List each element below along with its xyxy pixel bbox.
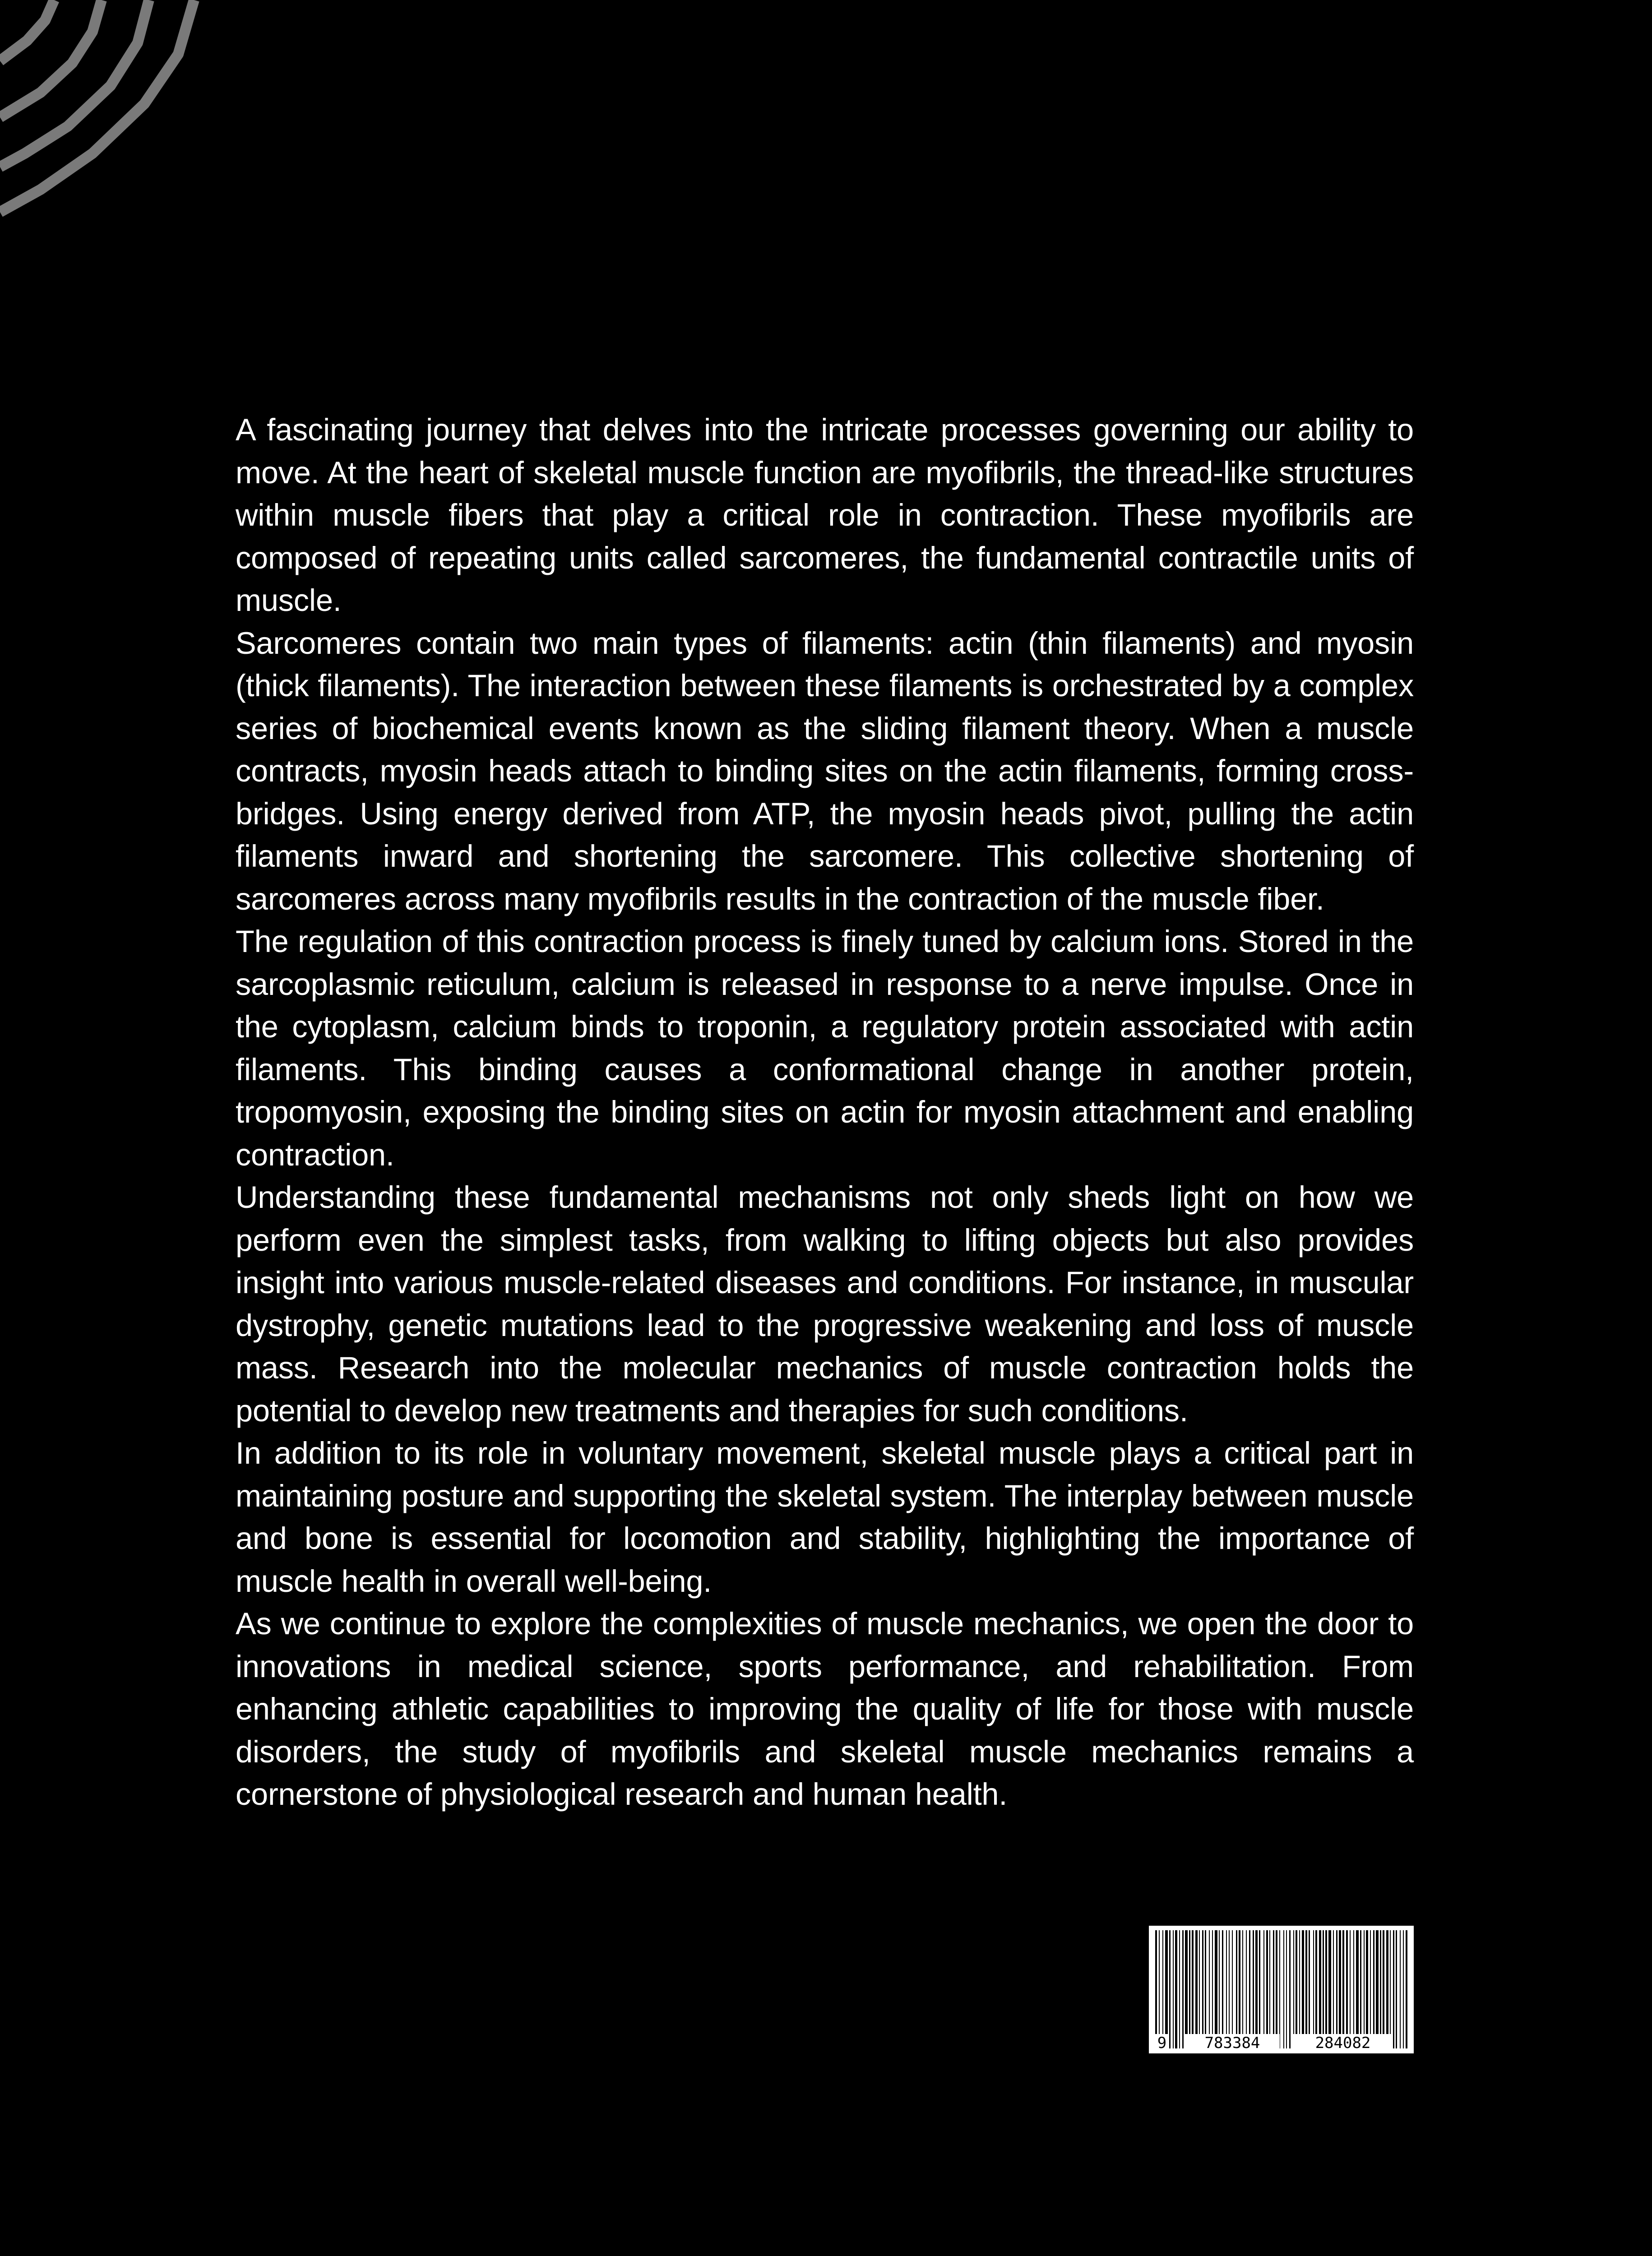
barcode-bar: [1266, 1930, 1268, 2048]
barcode-bar: [1195, 1930, 1198, 2048]
barcode-bar: [1336, 1930, 1337, 2048]
barcode-bar: [1279, 1930, 1280, 2048]
barcode-digit-group: 783384: [1185, 2034, 1280, 2052]
barcode-bar: [1253, 1930, 1254, 2048]
barcode-bar: [1259, 1930, 1260, 2048]
barcode-bar: [1328, 1930, 1331, 2048]
barcode-bar: [1236, 1930, 1237, 2048]
barcode-bar: [1342, 1930, 1344, 2048]
barcode-bar: [1390, 1930, 1391, 2048]
barcode-bar: [1293, 1930, 1294, 2048]
barcode-bar: [1242, 1930, 1243, 2048]
barcode-bar: [1339, 1930, 1341, 2048]
barcode-bar: [1173, 1930, 1174, 2048]
barcode-digit-group: 9: [1155, 2034, 1169, 2052]
barcode-bar: [1175, 1930, 1177, 2048]
barcode-bar: [1283, 1930, 1284, 2048]
barcode-bar: [1192, 1930, 1194, 2048]
barcode-bar: [1199, 1930, 1200, 2048]
barcode-bar: [1323, 1930, 1324, 2048]
barcode-bar: [1226, 1930, 1227, 2048]
barcode-bar: [1169, 1930, 1171, 2048]
barcode-bar: [1189, 1930, 1190, 2048]
paragraph: Understanding these fundamental mechanisms not only sheds light on how we perform even the simplest tasks, from walking to lifting objects but also provides insight into various muscle-related diseases and conditions. For instance, in muscular dystrophy, genetic mutations lead to the progressive weakening and loss of muscle mass. Research into the molecular mechanics of muscle contraction holds the potential to develop new treatments and therapies for such conditions.: [236, 1180, 1414, 1428]
barcode-bar: [1364, 1930, 1365, 2048]
barcode-bar: [1396, 1930, 1397, 2048]
barcode-bar: [1302, 1930, 1304, 2048]
barcode-bar: [1222, 1930, 1223, 2048]
barcode-bar: [1165, 1930, 1168, 2048]
barcode-bar: [1205, 1930, 1206, 2048]
barcode-bar: [1383, 1930, 1384, 2048]
barcode-bar: [1403, 1930, 1404, 2048]
blurb-text: [236, 409, 1414, 1816]
barcode-bar: [1356, 1930, 1359, 2048]
barcode-bar: [1386, 1930, 1388, 2048]
barcode-bar: [1179, 1930, 1180, 2048]
barcode-bar: [1212, 1930, 1213, 2048]
barcode-digit-group: 284082: [1293, 2034, 1393, 2052]
barcode-bar: [1219, 1930, 1220, 2048]
barcode-bar: [1296, 1930, 1297, 2048]
barcode-bar: [1400, 1930, 1401, 2048]
barcode-bar: [1249, 1930, 1250, 2048]
barcode-bar: [1202, 1930, 1203, 2048]
barcode-bar: [1376, 1930, 1379, 2048]
barcode-bar: [1276, 1930, 1277, 2048]
barcode-bar: [1155, 1930, 1157, 2048]
barcode-bar: [1346, 1930, 1348, 2048]
barcode-bar: [1229, 1930, 1230, 2048]
barcode-bar: [1319, 1930, 1321, 2048]
barcode-bar: [1159, 1930, 1160, 2048]
barcode-bar: [1239, 1930, 1240, 2048]
barcode-bar: [1185, 1930, 1188, 2048]
barcode-bar: [1286, 1930, 1287, 2048]
barcode-bar: [1380, 1930, 1381, 2048]
paragraph: Sarcomeres contain two main types of filaments: actin (thin filaments) and myosin (thick filaments). The interaction between these filaments is orchestrated by a complex series of biochemical events known as the sliding filament theory. When a muscle contracts, myosin heads attach to binding sites on the actin filaments, forming cross-bridges. Using energy derived from ATP, the myosin heads pivot, pulling the actin filaments inward and shortening the sarcomere. This collective shortening of sarcomeres across many myofibrils results in the contraction of the muscle fiber.: [236, 625, 1414, 916]
barcode-bar: [1353, 1930, 1354, 2048]
barcode-bar: [1313, 1930, 1314, 2048]
barcode-bar: [1232, 1930, 1233, 2048]
barcode-bar: [1305, 1930, 1307, 2048]
barcode-bar: [1406, 1930, 1407, 2048]
barcode-bar: [1299, 1930, 1300, 2048]
paragraph: As we continue to explore the complexities of muscle mechanics, we open the door to innovations in medical science, sports performance, and rehabilitation. From enhancing athletic capabilities to improving the quality of life for those with muscle disorders, the study of myofibrils and skeletal muscle mechanics remains a cornerstone of physiological research and human health.: [236, 1606, 1414, 1812]
barcode-bar: [1315, 1930, 1317, 2048]
barcode-bar: [1215, 1930, 1217, 2048]
barcode-bar: [1269, 1930, 1270, 2048]
barcode-bar: [1325, 1930, 1327, 2048]
barcode-bar: [1350, 1930, 1351, 2048]
barcode-bar: [1182, 1930, 1184, 2048]
barcode-bar: [1393, 1930, 1394, 2048]
barcode-bar: [1333, 1930, 1334, 2048]
barcode-bar: [1162, 1930, 1163, 2048]
barcode-bar: [1373, 1930, 1374, 2048]
barcode-bar: [1366, 1930, 1368, 2048]
paragraph: The regulation of this contraction process is finely tuned by calcium ions. Stored in the sarcoplasmic reticulum, calcium is released in response to a nerve impulse. Once in the cytoplasm, calcium binds to troponin, a regulatory protein associated with actin filaments. This binding causes a conformational change in another protein, tropomyosin, exposing the binding sites on actin for myosin attachment and enabling contraction.: [236, 924, 1414, 1172]
barcode-bar: [1255, 1930, 1258, 2048]
barcode-bar: [1309, 1930, 1310, 2048]
barcode-bar: [1209, 1930, 1210, 2048]
barcode-bar: [1263, 1930, 1264, 2048]
concentric-arcs-icon: [0, 0, 208, 262]
barcode-bar: [1273, 1930, 1274, 2048]
barcode-bar: [1289, 1930, 1291, 2048]
barcode-bar: [1370, 1930, 1371, 2048]
barcode-bar: [1246, 1930, 1247, 2048]
paragraph: A fascinating journey that delves into the intricate processes governing our ability to move. At the heart of skeletal muscle function are myofibrils, the thread-like structures within muscle fibers that play a critical role in contraction. These myofibrils are composed of repeating units called sarcomeres, the fundamental contractile units of muscle.: [236, 412, 1414, 618]
barcode-bar: [1360, 1930, 1361, 2048]
paragraph: In addition to its role in voluntary movement, skeletal muscle plays a critical part in maintaining posture and supporting the skeletal system. The interplay between muscle and bone is essential for locomotion and stability, highlighting the importance of muscle health in overall well-being.: [236, 1436, 1414, 1599]
isbn-barcode: [1149, 1926, 1414, 2053]
